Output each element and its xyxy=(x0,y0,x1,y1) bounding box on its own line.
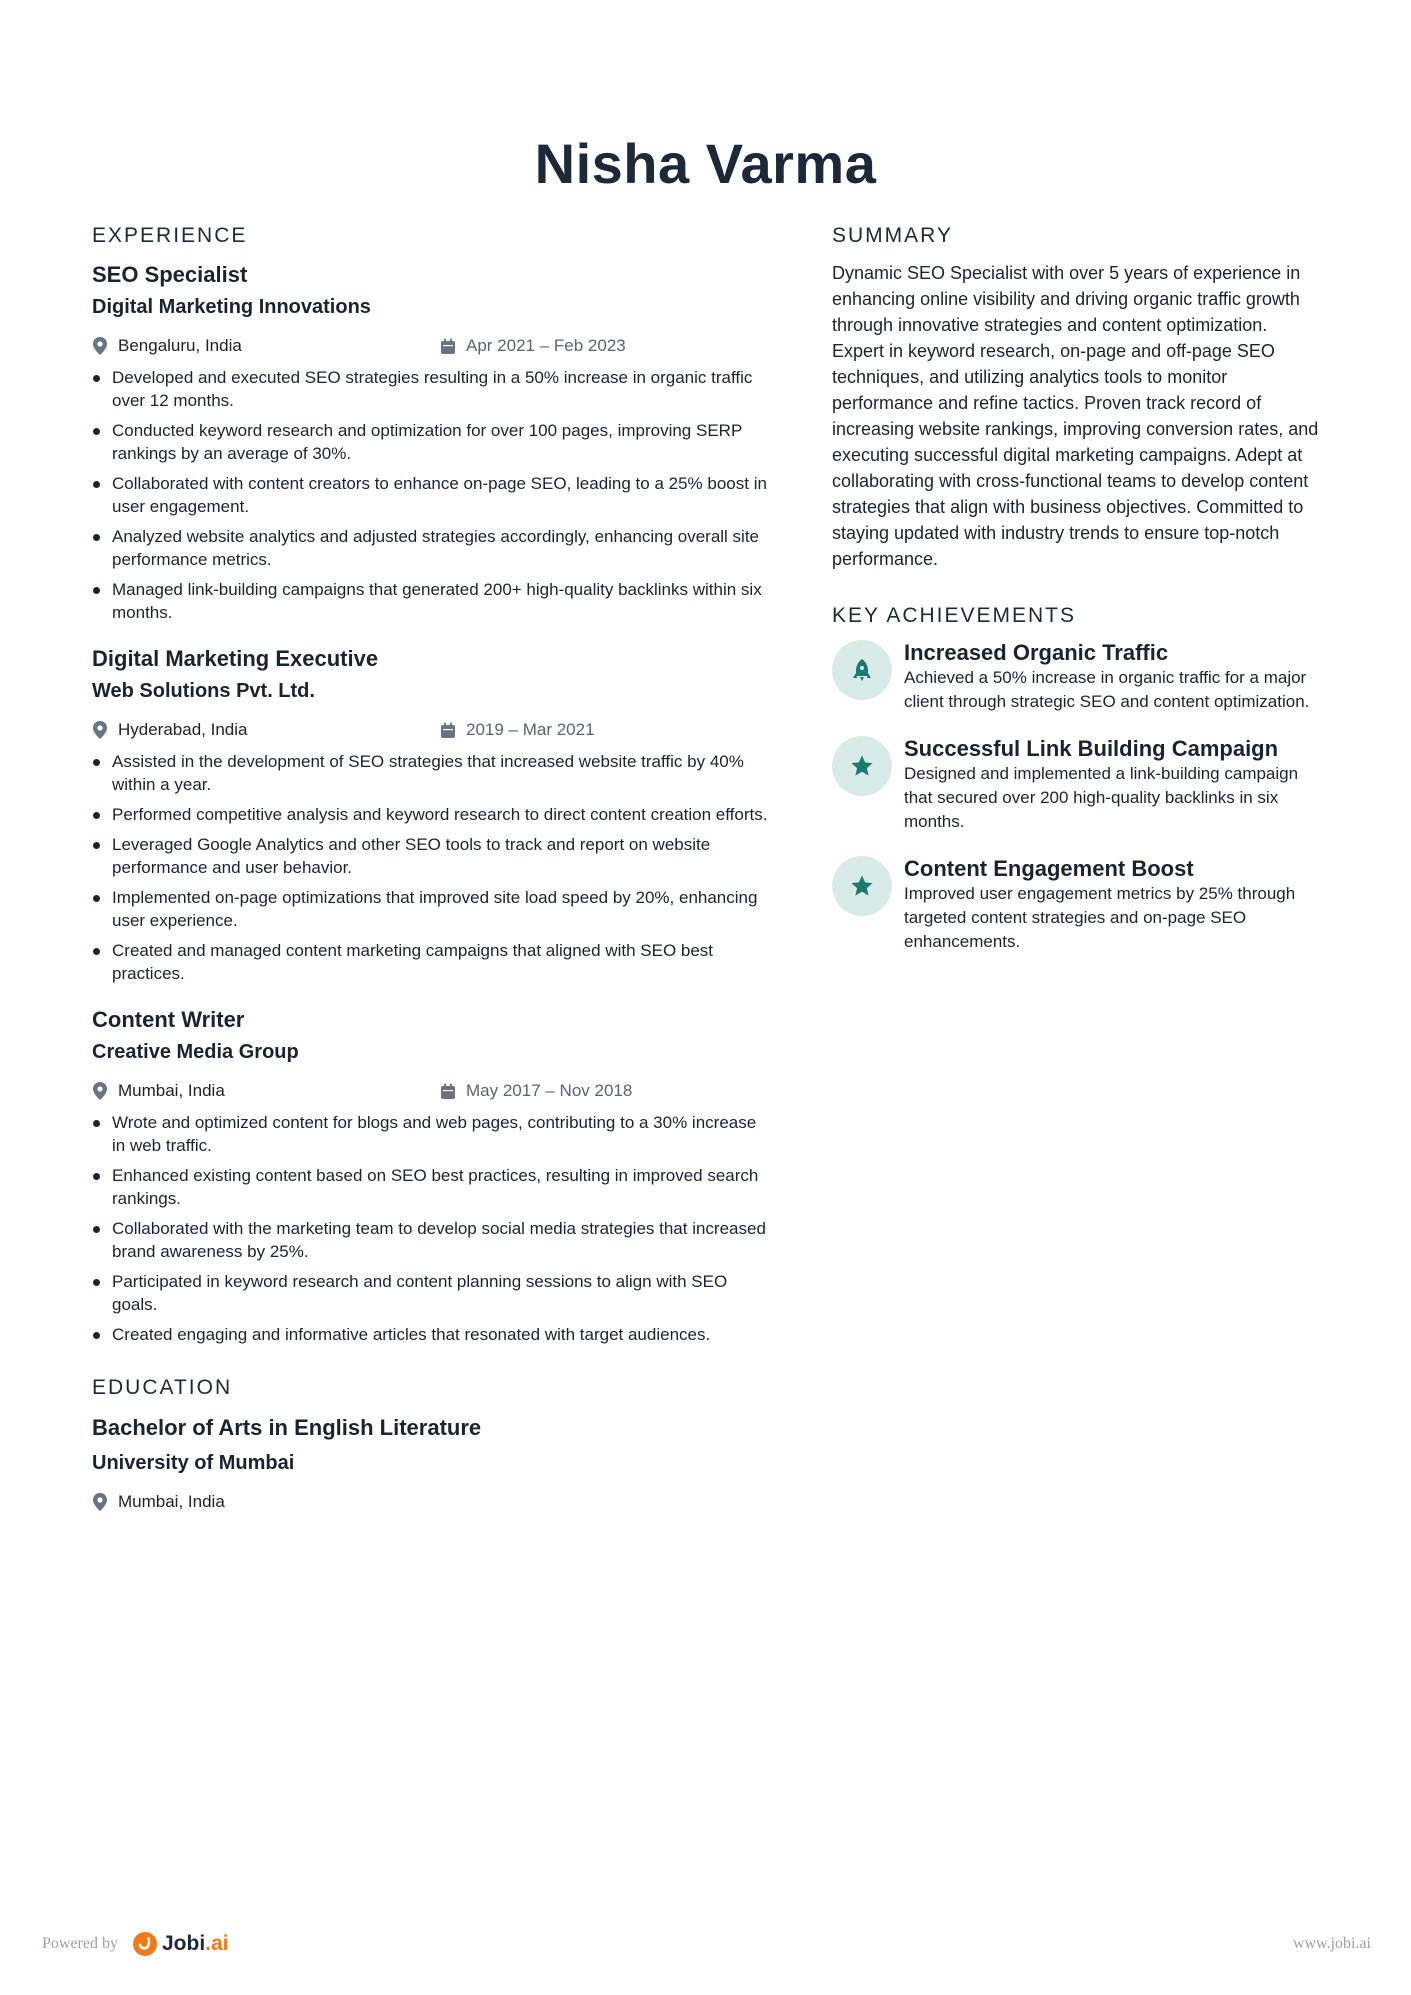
job-location xyxy=(92,336,440,356)
achievement-body xyxy=(904,856,1322,954)
bullet-item: Wrote and optimized content for blogs and web pages, contributing to a 30% increase in web traffic. xyxy=(92,1111,772,1157)
job-bullets xyxy=(92,750,768,985)
right-column xyxy=(832,222,1322,976)
job-dates xyxy=(440,720,595,740)
achievement-description: Improved user engagement metrics by 25% through targeted content strategies and on-page SEO enhancements. xyxy=(904,884,1296,951)
summary-text: Dynamic SEO Specialist with over 5 years of experience in enhancing online visibility and driving organic traffic growth through innovative strategies and content optimization. Expert in keyword research, on-page and off-page SEO techniques, and utilizing analytics tools to monitor performance and refine tactics. Proven track record of increasing website rankings, improving conversion rates, and executing successful digital marketing campaigns. Adept at collaborating with cross-functional teams to develop content strategies that align with business objectives. Committed to staying updated with industry trends to ensure top-notch performance. xyxy=(832,263,1319,569)
achievement-icon-wrap xyxy=(832,856,892,916)
jobi-logo-icon xyxy=(132,1931,158,1957)
calendar-icon xyxy=(440,338,456,355)
education-section xyxy=(92,1374,760,1516)
job-title: Digital Marketing Executive xyxy=(92,646,379,671)
bullet-item: Implemented on-page optimizations that improved site load speed by 20%, enhancing user experience. xyxy=(92,886,772,932)
achievements-heading: KEY ACHIEVEMENTS xyxy=(832,604,1077,627)
bullet-item: Collaborated with content creators to enhance on-page SEO, leading to a 25% boost in user engagement. xyxy=(92,472,772,518)
job-meta xyxy=(92,1077,760,1105)
rocket-icon xyxy=(852,658,872,682)
summary-heading: SUMMARY xyxy=(832,224,953,247)
achievement-body xyxy=(904,736,1322,834)
bullet-item: Assisted in the development of SEO strategies that increased website traffic by 40% within a year. xyxy=(92,750,772,796)
job-location-text: Mumbai, India xyxy=(118,1081,225,1100)
bullet-item: Collaborated with the marketing team to develop social media strategies that increased brand awareness by 25%. xyxy=(92,1217,772,1263)
bullet-item: Analyzed website analytics and adjusted strategies accordingly, enhancing overall site performance metrics. xyxy=(92,525,772,571)
achievement-description: Designed and implemented a link-building campaign that secured over 200 high-quality backlinks in six months. xyxy=(904,764,1299,831)
education-heading: EDUCATION xyxy=(92,1376,233,1399)
education-location-text: Mumbai, India xyxy=(118,1492,225,1511)
education-meta xyxy=(92,1488,760,1516)
location-pin-icon xyxy=(92,337,108,355)
education-location xyxy=(92,1492,440,1512)
bullet-item: Developed and executed SEO strategies resulting in a 50% increase in organic traffic over 12 months. xyxy=(92,366,772,412)
brand-suffix: .ai xyxy=(205,1932,229,1955)
achievement-body xyxy=(904,640,1322,714)
achievement-description: Achieved a 50% increase in organic traffic for a major client through strategic SEO and content optimization. xyxy=(904,668,1310,711)
job-bullets xyxy=(92,1111,766,1346)
job-location-text: Bengaluru, India xyxy=(118,336,242,355)
calendar-icon xyxy=(440,1083,456,1100)
job-entry xyxy=(92,260,767,624)
star-icon xyxy=(850,874,874,898)
powered-by xyxy=(42,1931,229,1957)
bullet-item: Created and managed content marketing campaigns that aligned with SEO best practices. xyxy=(92,939,772,985)
company-name: Digital Marketing Innovations xyxy=(92,296,371,318)
job-dates-text: 2019 – Mar 2021 xyxy=(466,720,595,739)
experience-heading: EXPERIENCE xyxy=(92,224,248,247)
achievements-section xyxy=(832,602,1322,954)
job-title: SEO Specialist xyxy=(92,262,248,287)
job-dates-text: Apr 2021 – Feb 2023 xyxy=(466,336,626,355)
bullet-item: Leveraged Google Analytics and other SEO tools to track and report on website performance and user behavior. xyxy=(92,833,772,879)
location-pin-icon xyxy=(92,1493,108,1511)
achievement-title: Increased Organic Traffic xyxy=(904,640,1169,665)
job-meta xyxy=(92,716,760,744)
achievement-item xyxy=(832,736,1322,834)
degree-title: Bachelor of Arts in English Literature xyxy=(92,1415,482,1440)
job-dates xyxy=(440,1081,632,1101)
job-entry xyxy=(92,1005,766,1346)
website-link[interactable]: www.jobi.ai xyxy=(1292,1935,1371,1952)
job-location xyxy=(92,720,440,740)
bullet-item: Managed link-building campaigns that generated 200+ high-quality backlinks within six months. xyxy=(92,578,772,624)
bullet-item: Performed competitive analysis and keyword research to direct content creation efforts. xyxy=(92,803,772,826)
location-pin-icon xyxy=(92,721,108,739)
bullet-item: Created engaging and informative articles that resonated with target audiences. xyxy=(92,1323,772,1346)
job-meta xyxy=(92,332,760,360)
achievement-title: Content Engagement Boost xyxy=(904,856,1194,881)
achievement-icon-wrap xyxy=(832,640,892,700)
company-name: Creative Media Group xyxy=(92,1041,299,1063)
job-title: Content Writer xyxy=(92,1007,245,1032)
achievement-item xyxy=(832,856,1322,954)
brand-main: Jobi xyxy=(161,1932,206,1955)
school-name: University of Mumbai xyxy=(92,1452,295,1474)
job-dates xyxy=(440,336,626,356)
powered-by-text: Powered by xyxy=(42,1935,118,1952)
job-location xyxy=(92,1081,440,1101)
achievement-title: Successful Link Building Campaign xyxy=(904,736,1279,761)
jobi-logo[interactable] xyxy=(132,1931,229,1957)
company-name: Web Solutions Pvt. Ltd. xyxy=(92,680,315,702)
bullet-item: Conducted keyword research and optimization for over 100 pages, improving SERP rankings by an average of 30%. xyxy=(92,419,772,465)
bullet-item: Participated in keyword research and content planning sessions to align with SEO goals. xyxy=(92,1270,772,1316)
job-location-text: Hyderabad, India xyxy=(118,720,248,739)
achievement-item xyxy=(832,640,1322,714)
job-bullets xyxy=(92,366,767,624)
location-pin-icon xyxy=(92,1082,108,1100)
achievement-icon-wrap xyxy=(832,736,892,796)
job-dates-text: May 2017 – Nov 2018 xyxy=(466,1081,633,1100)
left-column xyxy=(92,222,768,1516)
calendar-icon xyxy=(440,722,456,739)
candidate-name: Nisha Varma xyxy=(534,132,877,195)
job-entry xyxy=(92,644,768,985)
bullet-item: Enhanced existing content based on SEO best practices, resulting in improved search rankings. xyxy=(92,1164,772,1210)
star-icon xyxy=(850,754,874,778)
